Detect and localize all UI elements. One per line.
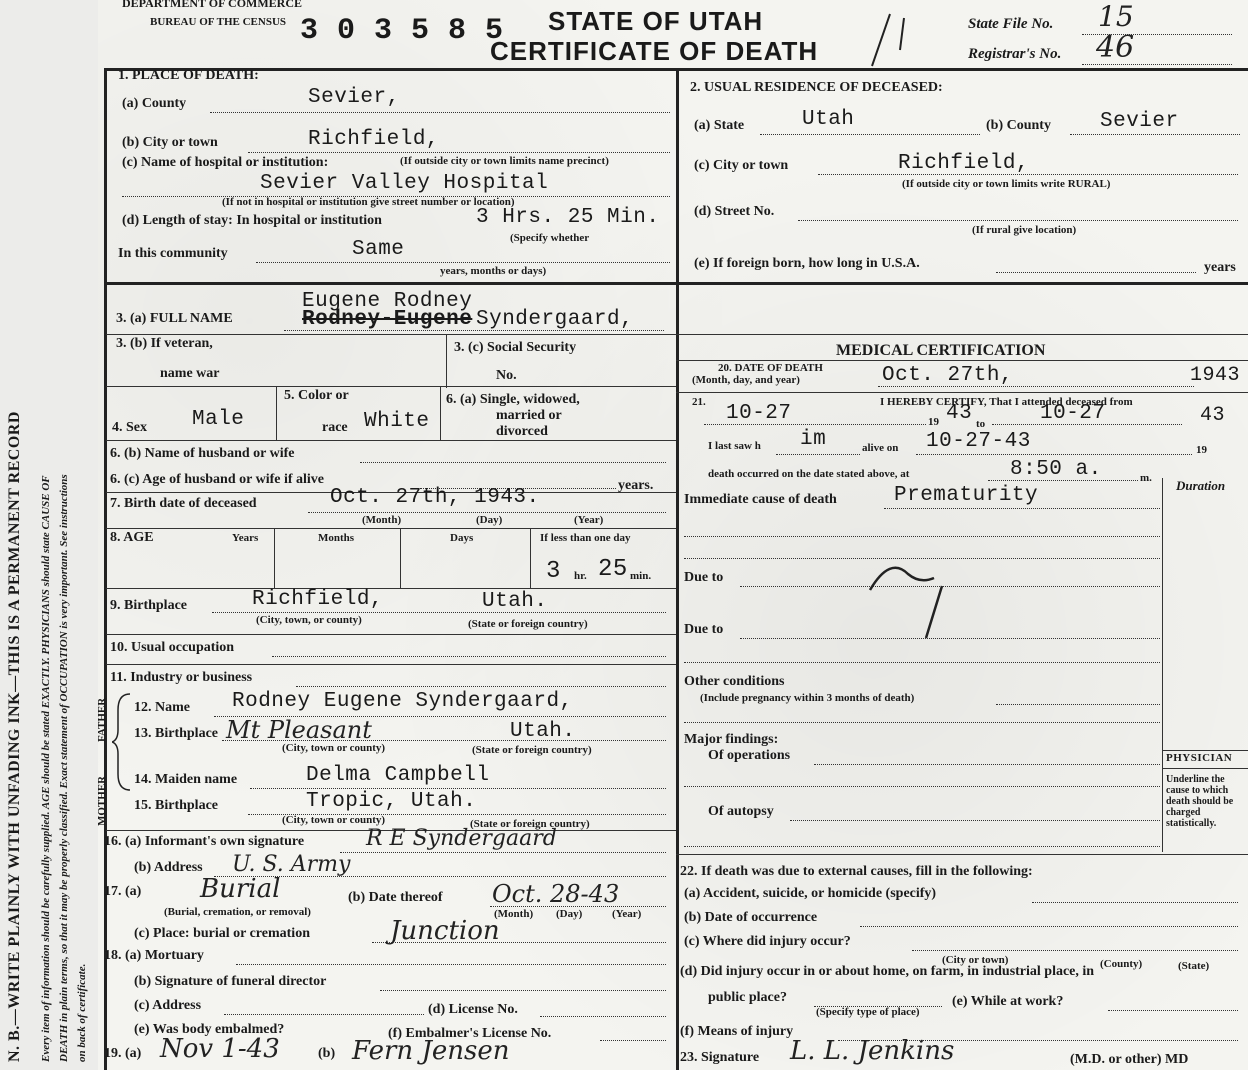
physician-signature: L. L. Jenkins bbox=[790, 1036, 955, 1066]
last-saw-value: im bbox=[800, 428, 827, 451]
burial-date: Oct. 28-43 bbox=[492, 880, 620, 908]
alive-on-value: 10-27-43 bbox=[926, 430, 1031, 453]
registrar-label: Registrar's No. bbox=[968, 46, 1062, 62]
father-city-note: (City, town or county) bbox=[282, 742, 386, 754]
permanent-record-notice: N. B.—WRITE PLAINLY WITH UNFADING INK—THIS IS A PERMANENT RECORD bbox=[6, 411, 23, 1062]
registrar-b-label: (b) bbox=[318, 1046, 336, 1061]
registrar-value: 46 bbox=[1096, 30, 1135, 65]
medical-heading: MEDICAL CERTIFICATION bbox=[836, 342, 1046, 359]
city-value: Richfield, bbox=[308, 128, 440, 151]
res-years-label: years bbox=[1204, 260, 1236, 275]
pre19-a: 19 bbox=[928, 416, 939, 428]
of-autopsy-label: Of autopsy bbox=[708, 804, 774, 819]
res-state-value: Utah bbox=[802, 108, 855, 131]
mother-birthplace: Tropic, Utah. bbox=[306, 790, 477, 813]
immediate-cause-label: Immediate cause of death bbox=[684, 492, 837, 507]
external-c-label: (c) Where did injury occur? bbox=[684, 934, 851, 949]
informant-label: 16. (a) Informant's own signature bbox=[104, 834, 305, 849]
birth-year-note: (Year) bbox=[574, 514, 604, 526]
birthplace-city-note: (City, town, or county) bbox=[256, 614, 362, 626]
age-years-label: Years bbox=[232, 532, 259, 544]
spouse-name-label: 6. (b) Name of husband or wife bbox=[110, 446, 295, 461]
father-tag: FATHER bbox=[96, 697, 108, 742]
hospital-label: (c) Name of hospital or institution: bbox=[122, 155, 329, 170]
hospital-value: Sevier Valley Hospital bbox=[260, 172, 549, 195]
funeral-director-label: (b) Signature of funeral director bbox=[134, 974, 327, 989]
street-note: (If not in hospital or institution give street number or location) bbox=[222, 196, 515, 208]
burial-month-note: (Month) bbox=[494, 908, 534, 920]
stay-label: (d) Length of stay: In hospital or institution bbox=[122, 213, 382, 228]
external-b-label: (b) Date of occurrence bbox=[684, 910, 818, 925]
bureau-label: BUREAU OF THE CENSUS bbox=[150, 16, 287, 28]
place-of-death-heading: 1. PLACE OF DEATH: bbox=[118, 68, 259, 83]
informant-address-label: (b) Address bbox=[134, 860, 203, 875]
birth-day-note: (Day) bbox=[476, 514, 503, 526]
sex-label: 4. Sex bbox=[112, 420, 147, 435]
major-findings-label: Major findings: bbox=[684, 732, 779, 747]
attend-to: 10-27 bbox=[1040, 402, 1106, 425]
duration-label: Duration bbox=[1176, 478, 1226, 493]
external-a-label: (a) Accident, suicide, or homicide (specify) bbox=[684, 886, 937, 901]
birth-date-value: Oct. 27th, 1943. bbox=[330, 486, 540, 509]
parents-brace bbox=[112, 690, 134, 820]
burial-place-label: (c) Place: burial or cremation bbox=[134, 926, 310, 941]
other-conditions-label: Other conditions bbox=[684, 674, 785, 689]
res-county-value: Sevier bbox=[1100, 110, 1179, 133]
color-label: 5. Color or bbox=[284, 388, 349, 403]
mother-state-note: (State or foreign country) bbox=[470, 818, 590, 830]
instruction-line-1: Every item of information should be carefully supplied. AGE should be stated EXACTLY. PHYSICIANS should state CAUSE OF bbox=[40, 475, 52, 1062]
state-file-value: 15 bbox=[1098, 0, 1134, 33]
while-at-work-label: (e) While at work? bbox=[952, 994, 1064, 1009]
other-conditions-note: (Include pregnancy within 3 months of death) bbox=[700, 692, 915, 704]
ymd-note: years, months or days) bbox=[440, 265, 547, 277]
marital-label-3: divorced bbox=[496, 424, 548, 439]
age-min-value: 25 bbox=[598, 556, 628, 583]
funeral-address-label: (c) Address bbox=[134, 998, 202, 1013]
birthplace-label: 9. Birthplace bbox=[110, 598, 187, 613]
underline-note: Underline the cause to which death should be charged statistically. bbox=[1166, 774, 1234, 829]
city-label: (b) City or town bbox=[122, 135, 218, 150]
veteran-label: 3. (b) If veteran, bbox=[116, 336, 213, 351]
specify-note: (Specify whether bbox=[510, 232, 590, 244]
birthplace-city: Richfield, bbox=[252, 588, 384, 611]
dod-sub-label: (Month, day, and year) bbox=[692, 374, 800, 386]
burial-value: Burial bbox=[200, 874, 281, 904]
marital-label: 6. (a) Single, widowed, bbox=[446, 392, 580, 407]
father-name: Rodney Eugene Syndergaard, bbox=[232, 690, 573, 713]
mother-name: Delma Campbell bbox=[306, 764, 490, 787]
ssn-label: 3. (c) Social Security bbox=[454, 340, 577, 355]
external-c-county: (County) bbox=[1100, 958, 1143, 970]
license-label: (d) License No. bbox=[428, 1002, 518, 1017]
residence-heading: 2. USUAL RESIDENCE OF DECEASED: bbox=[690, 80, 943, 95]
county-label: (a) County bbox=[122, 96, 187, 111]
age-months-label: Months bbox=[318, 532, 355, 544]
external-heading: 22. If death was due to external causes, fill in the following: bbox=[680, 864, 1033, 879]
department-label: DEPARTMENT OF COMMERCE bbox=[122, 0, 303, 10]
age-hr-label: hr. bbox=[574, 570, 587, 582]
mother-name-label: 14. Maiden name bbox=[134, 772, 238, 787]
father-birthplace-label: 13. Birthplace bbox=[134, 726, 218, 741]
state-file-label: State File No. bbox=[968, 16, 1054, 32]
informant-signature: R E Syndergaard bbox=[366, 826, 557, 851]
birth-month-note: (Month) bbox=[362, 514, 402, 526]
county-value: Sevier, bbox=[308, 86, 400, 109]
father-birthplace-state: Utah. bbox=[510, 720, 576, 743]
father-state-note: (State or foreign country) bbox=[472, 744, 592, 756]
alive-on-label: alive on bbox=[862, 442, 899, 454]
occurred-label: death occurred on the date stated above, at bbox=[708, 468, 910, 480]
time-of-death: 8:50 a. bbox=[1010, 458, 1102, 481]
birthplace-state: Utah. bbox=[482, 590, 548, 613]
war-label: name war bbox=[160, 366, 220, 381]
am-pm-label: m. bbox=[1140, 472, 1152, 484]
cause-handwriting-mark bbox=[860, 556, 960, 646]
pre19-b: 19 bbox=[1196, 444, 1207, 456]
name-struck: Rodney-Eugene bbox=[302, 308, 473, 331]
attend-to-label: to bbox=[976, 418, 986, 430]
burial-year-note: (Year) bbox=[612, 908, 642, 920]
res-street-label: (d) Street No. bbox=[694, 204, 775, 219]
race-value: White bbox=[364, 410, 430, 433]
res-state-label: (a) State bbox=[694, 118, 745, 133]
certify-text: I HEREBY CERTIFY, That I attended deceased from bbox=[880, 396, 1133, 408]
full-name-label: 3. (a) FULL NAME bbox=[116, 311, 233, 326]
specify-place-note: (Specify type of place) bbox=[816, 1006, 920, 1018]
name-surname: Syndergaard, bbox=[476, 308, 634, 331]
due-to-1-label: Due to bbox=[684, 570, 724, 585]
informant-address: U. S. Army bbox=[232, 852, 351, 877]
physician-label: PHYSICIAN bbox=[1166, 752, 1233, 764]
res-city-label: (c) City or town bbox=[694, 158, 789, 173]
signature-label: 23. Signature bbox=[680, 1050, 760, 1065]
attend-to-year: 43 bbox=[1200, 404, 1226, 427]
res-foreign-label: (e) If foreign born, how long in U.S.A. bbox=[694, 256, 920, 271]
attend-from-year: 43 bbox=[946, 402, 973, 425]
occupation-label: 10. Usual occupation bbox=[110, 640, 235, 655]
certify-number: 21. bbox=[692, 396, 706, 408]
mother-birthplace-label: 15. Birthplace bbox=[134, 798, 218, 813]
burial-date-label: (b) Date thereof bbox=[348, 890, 443, 905]
md-label: (M.D. or other) MD bbox=[1070, 1052, 1189, 1067]
means-of-injury-label: (f) Means of injury bbox=[680, 1024, 794, 1039]
external-d-label: (d) Did injury occur in or about home, on farm, in industrial place, in bbox=[680, 964, 1095, 979]
age-min-label: min. bbox=[630, 570, 652, 582]
public-place-label: public place? bbox=[708, 990, 787, 1005]
marital-label-2: married or bbox=[496, 408, 562, 423]
serial-number: 3 0 3 5 8 5 bbox=[300, 14, 504, 48]
filed-date: Nov 1-43 bbox=[160, 1034, 280, 1064]
immediate-cause-value: Prematurity bbox=[894, 484, 1039, 507]
community-label: In this community bbox=[118, 246, 228, 261]
instruction-line-2: DEATH in plain terms, so that it may be properly classified. Exact statement of OCCUPATION is very important. See instructions bbox=[58, 474, 70, 1062]
mother-city-note: (City, town or county) bbox=[282, 814, 386, 826]
community-value: Same bbox=[352, 238, 405, 261]
attend-from: 10-27 bbox=[726, 402, 792, 425]
father-name-label: 12. Name bbox=[134, 700, 190, 715]
filed-label: 19. (a) bbox=[104, 1046, 142, 1061]
age-days-label: Days bbox=[450, 532, 474, 544]
res-county-label: (b) County bbox=[986, 118, 1051, 133]
burial-day-note: (Day) bbox=[556, 908, 583, 920]
state-title: STATE OF UTAH bbox=[548, 6, 764, 36]
res-city-note: (If outside city or town limits write RURAL) bbox=[902, 178, 1111, 190]
sex-value: Male bbox=[192, 408, 245, 431]
embalmed-label: (e) Was body embalmed? bbox=[134, 1022, 285, 1037]
birthplace-state-note: (State or foreign country) bbox=[468, 618, 588, 630]
last-saw-label: I last saw h bbox=[708, 440, 761, 452]
father-birthplace: Mt Pleasant bbox=[226, 716, 372, 744]
embalmer-license-label: (f) Embalmer's License No. bbox=[388, 1026, 552, 1041]
ssn-no: No. bbox=[496, 368, 517, 383]
header-slash-mark bbox=[860, 10, 920, 70]
industry-label: 11. Industry or business bbox=[110, 670, 253, 685]
age-hr-value: 3 bbox=[546, 558, 561, 585]
due-to-2-label: Due to bbox=[684, 622, 724, 637]
stay-value: 3 Hrs. 25 Min. bbox=[476, 206, 660, 229]
of-operations-label: Of operations bbox=[708, 748, 791, 763]
external-c-city: (City or town) bbox=[942, 954, 1009, 966]
dod-value: Oct. 27th, bbox=[882, 364, 1014, 387]
mother-tag: MOTHER bbox=[96, 775, 108, 826]
hospital-note: (If outside city or town limits name precinct) bbox=[400, 155, 609, 167]
burial-note: (Burial, cremation, or removal) bbox=[164, 906, 311, 918]
dod-label: 20. DATE OF DEATH bbox=[718, 362, 823, 374]
spouse-age-label: 6. (c) Age of husband or wife if alive bbox=[110, 472, 325, 487]
race-label: race bbox=[322, 420, 348, 435]
mortuary-label: 18. (a) Mortuary bbox=[104, 948, 204, 963]
instruction-line-3: on back of certificate. bbox=[76, 963, 88, 1062]
age-lessday-label: If less than one day bbox=[540, 532, 631, 544]
name-correction: Eugene Rodney bbox=[302, 290, 473, 313]
burial-place: Junction bbox=[390, 916, 500, 946]
dod-year: 1943 bbox=[1190, 364, 1241, 387]
registrar-signature: Fern Jensen bbox=[352, 1036, 510, 1066]
burial-label: 17. (a) bbox=[104, 884, 142, 899]
res-street-note: (If rural give location) bbox=[972, 224, 1077, 236]
external-c-state: (State) bbox=[1178, 960, 1210, 972]
age-label: 8. AGE bbox=[110, 530, 154, 545]
res-city-value: Richfield, bbox=[898, 152, 1030, 175]
certificate-title: CERTIFICATE OF DEATH bbox=[490, 36, 819, 66]
spouse-years-label: years. bbox=[618, 478, 654, 493]
birth-date-label: 7. Birth date of deceased bbox=[110, 496, 257, 511]
